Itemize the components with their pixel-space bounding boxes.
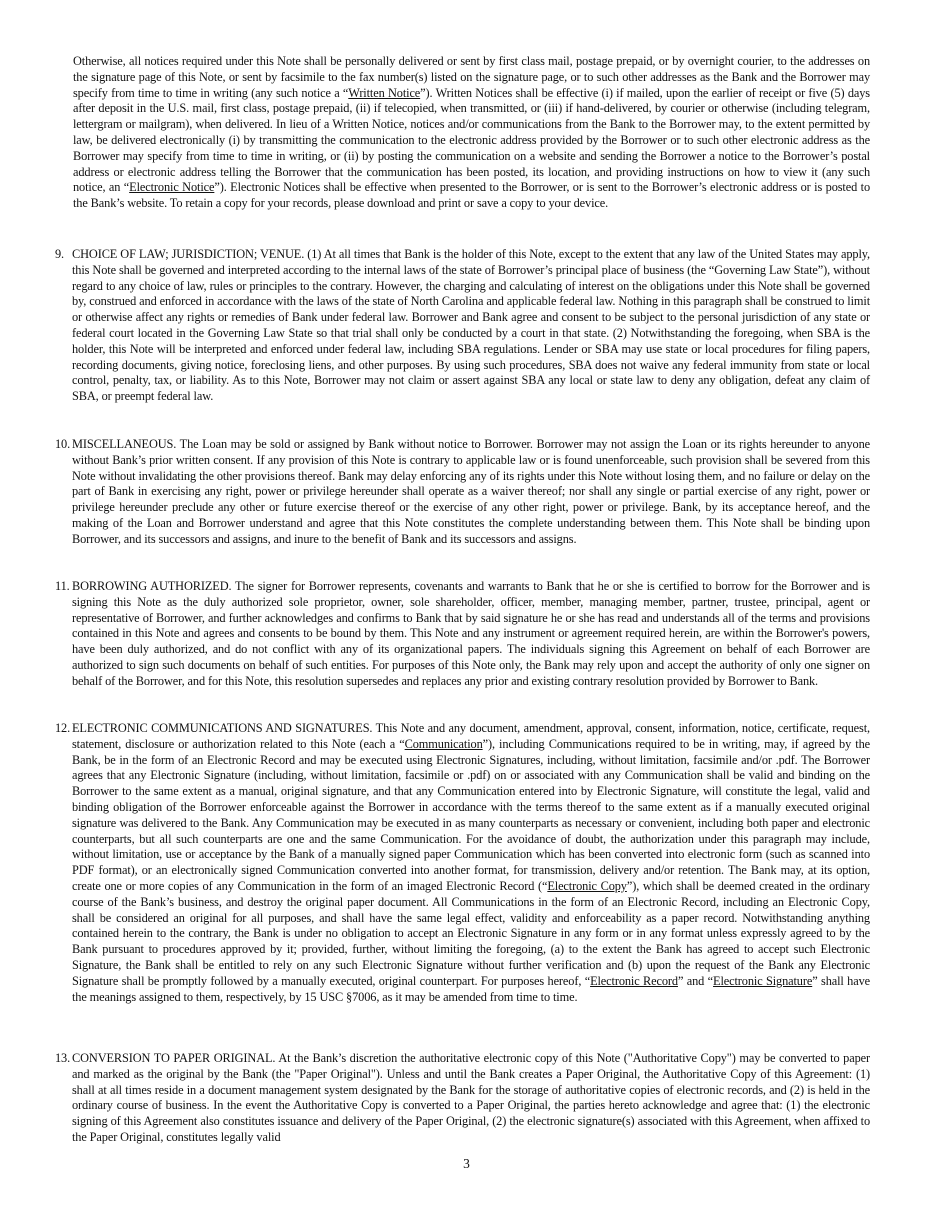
page-number: 3 [463,1156,470,1171]
defined-term-electronic-notice: Electronic Notice [129,180,215,195]
section-text-part: ELECTRONIC COMMUNICATIONS AND SIGNATURES. This Note and any document, amendment, approval, consent, information, notice, certificate, request, statement, disclosure or authorization related to this Note (each a “ [72,721,870,751]
notices-text: ”). Electronic Notices shall be effective when presented to the Borrower, or is sent to the Borrower’s electronic address or is posted to the Bank’s website. To retain a copy for your records, please download and print or save a copy to your device. [73,180,871,211]
defined-term-written-notice: Written Notice [348,85,421,100]
section-text-part: ”), including Communications required to be in writing, may, if agreed by the Bank, be in the form of an Electronic Record and may be executed using Electronic Signatures, including, without limitation, facsimile and/or .pdf. The Borrower agrees that any Electronic Signature (including, without limitation, facsimile or .pdf) on or associated with any Communication shall be valid and binding on the Borrower to the same extent as a manual, original signature, and that any Communication entered into by Electronic Signature, will constitute the legal, valid and binding obligation of the Borrower enforceable against the Borrower in accordance with the terms thereof to the same extent as if a manually executed original signature was delivered to the Bank. Any Communication may be executed in as many counterparts as necessary or convenient, including both paper and electronic counterparts, but all such counterparts are one and the same Communication. For the avoidance of doubt, the authorization under this paragraph may include, without limitation, use or acceptance by the Bank of a manually signed paper Communication which has been converted into electronic form (such as scanned into PDF format), or an electronically signed Communication converted into another format, for transmission, delivery and/or retention. The Bank may, at its option, create one or more copies of any Communication in the form of an imaged Electronic Record (“ [72,736,870,893]
section-text-part: ” and “ [677,973,714,988]
section-number: 11. [55,579,70,593]
section-text-part: ” shall have the meanings assigned to them, respectively, by 15 USC §7006, as it may be amended from time to time. [72,973,870,1004]
defined-term-electronic-signature: Electronic Signature [713,973,813,988]
defined-term-electronic-record: Electronic Record [590,973,678,988]
section-text: CONVERSION TO PAPER ORIGINAL. At the Bank’s discretion the authoritative electronic copy of this Note ("Authoritative Copy") may be converted to paper and marked as the original by the Bank (the "Paper Original"). Unless and until the Bank creates a Paper Original, the Authoritative Copy of this Agreement: (1) shall at all times reside in a document management system designated by the Bank for the storage of authoritative copies of electronic records, and (2) is held in the ordinary course of business. In the event the Authoritative Copy is converted to a Paper Original, the parties hereto acknowledge and agree that: (1) the electronic signing of this Agreement also constitutes issuance and delivery of the Paper Original, (2) the electronic signature(s) associated with this Agreement, when affixed to the Paper Original, constitutes legally valid [72,1051,870,1144]
section-13-conversion-to-paper-original [55,1051,870,1146]
section-text: MISCELLANEOUS. The Loan may be sold or assigned by Bank without notice to Borrower. Borrower may not assign the Loan or its rights hereunder to anyone without Bank’s prior written consent. If any provision of this Note is contrary to applicable law or is found unenforceable, such provision shall be severed from this Note without invalidating the other provisions thereof. Bank may delay enforcing any of its rights under this Note without losing them, and no failure or delay on the part of Bank in exercising any right, power or privilege hereunder shall operate as a waiver thereof; nor shall any single or partial exercise of any right, power or privilege hereunder preclude any other or future exercise thereof or the exercise of any other right, power or privilege. Bank, by its acceptance hereof, and the making of the Loan and Borrower understand and agree that this Note constitutes the complete understanding between them. This Note shall be binding upon Borrower, and its successors and assigns, and inure to the benefit of Bank and its successors and assigns. [72,437,870,546]
defined-term-communication: Communication [404,736,483,751]
section-text: CHOICE OF LAW; JURISDICTION; VENUE. (1) At all times that Bank is the holder of this Note, except to the extent that any law of the United States may apply, this Note shall be governed and interpreted according to the internal laws of the state of Borrower’s principal place of business (the “Governing Law State”), without regard to any choice of law, rules or principles to the contrary. However, the charging and calculating of interest on the obligations under this Note shall be governed by, construed and enforced in accordance with the laws of the state of North Carolina and applicable federal law. Nothing in this paragraph shall be construed to limit or otherwise affect any rights or remedies of Bank under federal law. Borrower and Bank agree and consent to be subject to the personal jurisdiction of any state or federal court located in the Governing Law State so that trial shall only be conducted by a court in that state. (2) Notwithstanding the foregoing, when SBA is the holder, this Note will be interpreted and enforced under federal law, including SBA regulations. Lender or SBA may use state or local procedures for filing papers, recording documents, giving notice, foreclosing liens, and other purposes. By using such procedures, SBA does not waive any federal immunity from state or local control, penalty, tax, or liability. As to this Note, Borrower may not claim or assert against SBA any local or state law to deny any obligation, defeat any claim of SBA, or preempt federal law. [72,247,870,404]
notices-text: Otherwise, all notices required under this Note shall be personally delivered or sent by first class mail, postage prepaid, or by overnight courier, to the addresses on the signature page of this Note, or sent by facsimile to the fax number(s) listed on the signature page, or to such other addresses as the Bank and the Borrower may specify from time to time in writing (any such notice a “ [73,54,870,100]
section-12-electronic-communications [55,721,870,1005]
section-11-borrowing-authorized [55,579,870,690]
defined-term-electronic-copy: Electronic Copy [547,878,627,893]
section-9-choice-of-law [55,247,870,405]
section-text: BORROWING AUTHORIZED. The signer for Borrower represents, covenants and warrants to Bank that he or she is certified to borrow for the Borrower and is signing this Note as the duly authorized sole proprietor, owner, sole shareholder, officer, member, managing member, partner, trustee, principal, agent or representative of Borrower, and further acknowledges and confirms to Bank that by said signature he or she has read and understands all of the terms and provisions contained in this Note and agrees and consents to be bound by them. This Note and any instrument or agreement required herein, are within the Borrower's powers, have been duly authorized, and do not conflict with any of its organizational papers. The individuals signing this Agreement on behalf of each Borrower are authorized to sign such documents on behalf of such entities. For purposes of this Note only, the Bank may rely upon and accept the authority of only one signer on behalf of the Borrower, and for this Note, this resolution supersedes and replaces any prior and existing contrary resolution provided by Borrower to Bank. [72,579,870,688]
section-number: 9. [55,247,65,261]
section-text-part: ”), which shall be deemed created in the ordinary course of the Bank’s business, and destroy the original paper document. All Communications in the form of an Electronic Record, including an Electronic Copy, shall be considered an original for all purposes, and shall have the same legal effect, validity and enforceability as a paper record. Notwithstanding anything contained herein to the contrary, the Bank is under no obligation to accept an Electronic Signature in any form or in any format unless expressly agreed to by the Bank pursuant to procedures approved by it; provided, further, without limiting the foregoing, (a) to the extent the Bank has agreed to accept such Electronic Signature, the Bank shall be entitled to rely on any such Electronic Signature without further verification and (b) upon the request of the Bank any Electronic Signature shall be promptly followed by a manually executed, original counterpart. For purposes hereof, “ [72,878,870,988]
section-number: 13. [55,1051,71,1065]
section-10-miscellaneous [55,437,870,548]
section-number: 12. [55,721,71,735]
notices-paragraph [73,54,870,212]
section-text [72,721,870,1005]
section-number: 10. [55,437,71,451]
notices-text: ”). Written Notices shall be effective (i) if mailed, upon the earlier of receipt or five (5) days after deposit in the U.S. mail, first class, postage prepaid, (ii) if telecopied, when transmitted, or (iii) if hand-delivered, by courier or otherwise (including telegram, lettergram or mailgram), when delivered. In lieu of a Written Notice, notices and/or communications from the Bank to the Borrower may, to the extent permitted by law, be delivered electronically (i) by transmitting the communication to the electronic address provided by the Borrower or to such other electronic address as the Borrower may specify from time to time in writing, or (ii) by posting the communication on a website and sending the Borrower a notice to the Borrower’s postal address or electronic address telling the Borrower that the communication has been posted, its location, and providing instructions on how to view it (any such notice, an “ [73,85,870,195]
